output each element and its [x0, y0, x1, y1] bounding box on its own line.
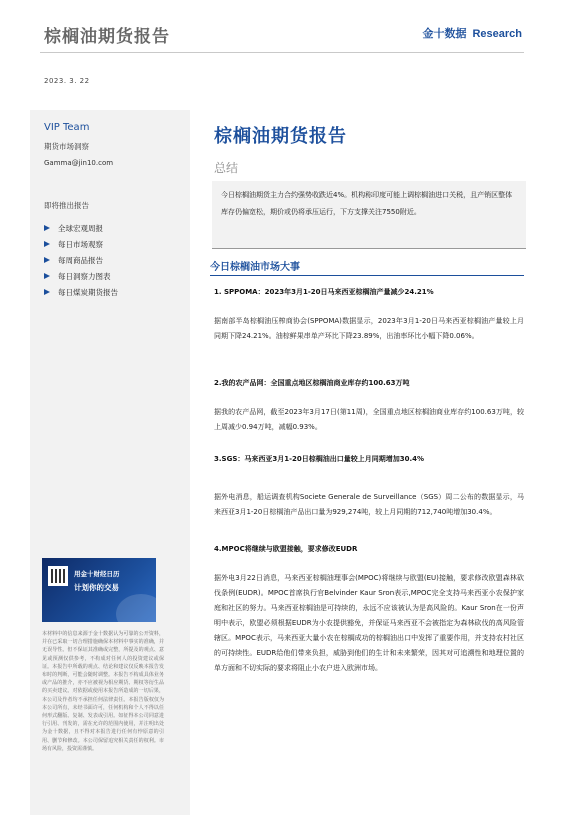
brand-logo	[422, 25, 522, 41]
news-title: 3.SGS：马来西亚3月1-20日棕榈油出口量较上月同期增加30.4%	[214, 455, 425, 463]
report-item[interactable]	[44, 236, 118, 252]
report-item-label: 全球宏观周报	[58, 223, 103, 233]
report-item[interactable]	[44, 220, 118, 236]
calendar-promo-banner[interactable]	[42, 558, 156, 622]
news-body: 据我的农产品网，截至2023年3月17日(第11周)，全国重点地区棕榈油商业库存约100.63万吨，较上周减少0.94万吨，减幅0.93%。	[214, 408, 524, 431]
report-item[interactable]	[44, 268, 118, 284]
triangle-bullet-icon	[44, 225, 50, 231]
header-title: 棕榈油期货报告	[44, 27, 170, 47]
triangle-bullet-icon	[44, 257, 50, 263]
department-name: 期货市场洞察	[44, 142, 89, 151]
report-list	[44, 220, 118, 300]
market-news-heading: 今日棕榈油市场大事	[210, 262, 300, 273]
news-body: 据外电3月22日消息，马来西亚棕榈油理事会(MPOC)将继续与欧盟(EU)接触，要求修改欧盟森林砍伐条例(EUDR)。MPOC首席执行官Belvinder Kaur Sron表示,MPOC完全支持马来西亚小农保护家庭和社区的努力。马来西亚棕榈油是可持续的，永远不应该被认为是高风险的。Kaur Sron在一份声明中表示，欧盟必须根据EUDR为小农提供豁免，并保证马来西亚不会被指定为森林砍伐的高风险管辖区。MPOC表示，马来西亚大量小农在棕榈成功的棕榈油出口中发挥了重要作用，并支持农村社区的可持续性。EUDR给他们带来负担，威胁到他们的生计和未来繁荣，因其对可追溯性和地理位置的单方面和不切实际的要求将阻止小农户进入欧洲市场。	[214, 574, 524, 672]
report-item-label: 每周商品报告	[58, 255, 103, 265]
contact-email[interactable]: Gamma@jin10.com	[44, 159, 114, 167]
team-name: VIP Team	[44, 122, 90, 133]
news-item	[214, 544, 524, 672]
promo-decoration	[116, 594, 156, 622]
report-item-label: 每日洞察力图表	[58, 271, 111, 281]
promo-line-1: 用金十财经日历	[74, 570, 120, 578]
news-body: 据南部半岛棕榈油压榨商协会(SPPOMA)数据显示，2023年3月1-20日马来西亚棕榈油产量较上月同期下降24.21%。油棕鲜果串单产环比下降23.89%，出油率环比小幅下降0.06%。	[214, 317, 524, 340]
report-item[interactable]	[44, 284, 118, 300]
news-title: 1. SPPOMA：2023年3月1-20日马来西亚棕榈油产量减少24.21%	[214, 288, 434, 296]
header-divider	[40, 52, 524, 53]
news-item	[214, 378, 524, 431]
report-item[interactable]	[44, 252, 118, 268]
market-news-divider	[210, 275, 524, 276]
report-date: 2023. 3. 22	[44, 77, 90, 85]
sidebar	[30, 110, 190, 815]
page-title: 棕榈油期货报告	[214, 126, 347, 147]
news-title: 4.MPOC将继续与欧盟接触，要求修改EUDR	[214, 545, 358, 553]
triangle-bullet-icon	[44, 241, 50, 247]
summary-box: 今日棕榈油期货主力合约强势收跌近4%。机构称印度可能上调棕榈油进口关税，且产销区整体库存仍偏宽松，期价或仍将承压运行，下方支撑关注7550附近。	[212, 181, 526, 249]
news-title: 2.我的农产品网：全国重点地区棕榈油商业库存约100.63万吨	[214, 379, 410, 387]
disclaimer-text: 本材料中的信息来源于金十数据认为可靠的公开资料，并在已采取一切合理措施确保本材料中事实的准确，并无误导性。但不保证其准确或完整，所提及的观点、意见或预测仅供参考，不构成对任何人的投资建议或保证。本报告中所载的观点、结论和建议仅反映本报告发布时的判断，可能会随时调整。本报告不构成具体业务或产品的推介，亦不应被视为相应期货、期权等衍生品的买卖建议。对依据或使用本报告所造成的一切后果，本公司及作者均不承担任何法律责任。本报告版权仅为本公司所有，未经书面许可，任何机构和个人不得以任何形式翻版、复制、发表或引用。如征得本公司同意进行引用、刊发的，需在允许的范围内使用，并注明出处为金十数据，且不得对本报告进行任何有悖原意的引用、删节和修改。本公司保留追究相关责任的权利。市场有风险，投资需谨慎。	[42, 631, 164, 752]
news-body: 据外电消息，船运调查机构Societe Generale de Surveillance（SGS）周二公布的数据显示，马来西亚3月1-20日棕榈油产品出口量为929,274吨，较上月同期的712,740吨增加30.4%。	[214, 493, 524, 516]
triangle-bullet-icon	[44, 273, 50, 279]
brand-mark: 金十数据	[422, 28, 467, 40]
qr-code-icon	[48, 566, 68, 586]
reports-heading: 即将推出报告	[44, 201, 89, 210]
report-item-label: 每日市场观察	[58, 239, 103, 249]
report-item-label: 每日煤炭期货报告	[58, 287, 118, 297]
promo-line-2: 计划你的交易	[74, 583, 119, 592]
brand-text: Research	[472, 28, 522, 40]
news-item	[214, 454, 524, 516]
summary-heading: 总结	[214, 161, 239, 175]
triangle-bullet-icon	[44, 289, 50, 295]
